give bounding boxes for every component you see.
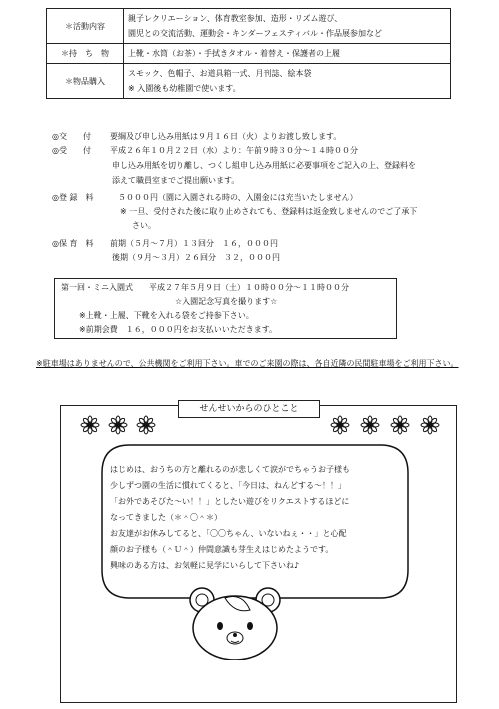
message-line: 「お外であそびた～い！！」としたい遊びをリクエストするほどに (110, 497, 350, 506)
bear-illustration (180, 580, 290, 660)
table-head-activity: ＊活動内容 (47, 9, 124, 44)
table-head-purchase: ＊物品購入 (47, 64, 124, 99)
flower-icon (421, 416, 439, 434)
info-cont: さい。 (132, 221, 156, 230)
box-line: ※上靴・上履、下靴を入れる袋をご持参下さい。 (79, 311, 254, 320)
message-line: お友達がお休みしてると、「〇〇ちゃん、いないねぇ・・」と心配 (110, 529, 347, 538)
info-label: ◎保 育 料 (52, 239, 94, 248)
info-text: ５０００円（園に入園される時の、入園金には充当いたしません） (118, 193, 358, 202)
table-row (47, 44, 451, 64)
table-cell-belongings (124, 44, 451, 64)
flower-icon (391, 416, 409, 434)
info-cont: 申し込み用紙を切り離し、つくし組申し込み用紙に必要事項をご記入の上、登録料を (112, 161, 416, 170)
cell-line: 親子レクリエーション、体育教室参加、造形・リズム遊び、 (128, 14, 343, 23)
flower-icon (361, 416, 379, 434)
parking-notice: ※駐車場はありませんので、公共機関をご利用下さい。車でのご来園の際は、各自近隣の民間駐車場をご利用下さい。 (36, 359, 459, 368)
info-hoiku (52, 238, 278, 251)
message-line: 興味のある方は、お気軽に見学にいらして下さいね♪ (110, 561, 300, 570)
box-line: 第一回・ミニ入園式 平成２７年５月９日（土）１０時００分～１１時００分 (61, 283, 349, 292)
message-line: 少しずつ園の生活に慣れてくると、「今日は、ねんどする～！！」 (110, 481, 346, 490)
message-line: 顔のお子様も（＾Ｕ＾）仲間意識も芽生えはじめたようです。 (110, 545, 334, 554)
message-line: はじめは、おうちの方と離れるのが悲しくて涙がでちゃうお子様も (110, 465, 350, 474)
info-cont: 後期（９月～３月）２６回分 ３２，０００円 (112, 253, 280, 262)
info-label: ◎交 付 (52, 132, 91, 141)
table-cell-activity (124, 9, 451, 44)
info-text: 要綱及び申し込み用紙は９月１６日（火）よりお渡し致します。 (110, 132, 342, 141)
cell-line: 園児との交流活動、運動会・キンダーフェスティバル・作品展参加など (128, 29, 382, 38)
message-line: なってきました（＊＾〇＾＊） (110, 513, 222, 522)
box-line: ※前期会費 １６，０００円をお支払いいただきます。 (79, 325, 278, 334)
cell-line: スモック、色帽子、お道具箱一式、月刊誌、絵本袋 (128, 69, 312, 78)
activity-table (46, 8, 451, 99)
table-row (47, 9, 451, 44)
table-row (47, 64, 451, 99)
flower-icon (137, 416, 155, 434)
info-kofu (52, 131, 341, 144)
info-uketsuke (52, 145, 358, 158)
message-title: せんせいからのひとこと (178, 400, 320, 418)
table-head-belongings: ＊持 ち 物 (47, 44, 124, 64)
info-label: ◎受 付 (52, 146, 91, 155)
info-toroku (52, 192, 358, 205)
info-text: 前期（５月～７月）１３回分 １６，０００円 (110, 239, 278, 248)
box-line: ☆入園記念写真を撮ります☆ (175, 297, 278, 306)
flower-row (80, 415, 440, 435)
flower-icon (331, 416, 349, 434)
message-body (110, 462, 400, 574)
info-cont: 添えて職員室までご提出願います。 (112, 176, 240, 185)
cell-line: ※ 入園後も幼稚園で使います。 (128, 84, 241, 93)
cell-line: 上靴・水筒（お茶）・手拭きタオル・着替え・保護者の上履 (128, 49, 340, 58)
table-cell-purchase (124, 64, 451, 99)
flower-icon (109, 416, 127, 434)
ceremony-box (54, 278, 397, 339)
info-label: ◎登 録 料 (52, 193, 94, 202)
info-text: 平成２６年１０月２２日（水）より：午前９時３０分～１４時００分 (110, 146, 358, 155)
info-cont: ※ 一旦、受付された後に取り止めされても、登録料は返金致しませんのでご了承下 (120, 207, 418, 216)
